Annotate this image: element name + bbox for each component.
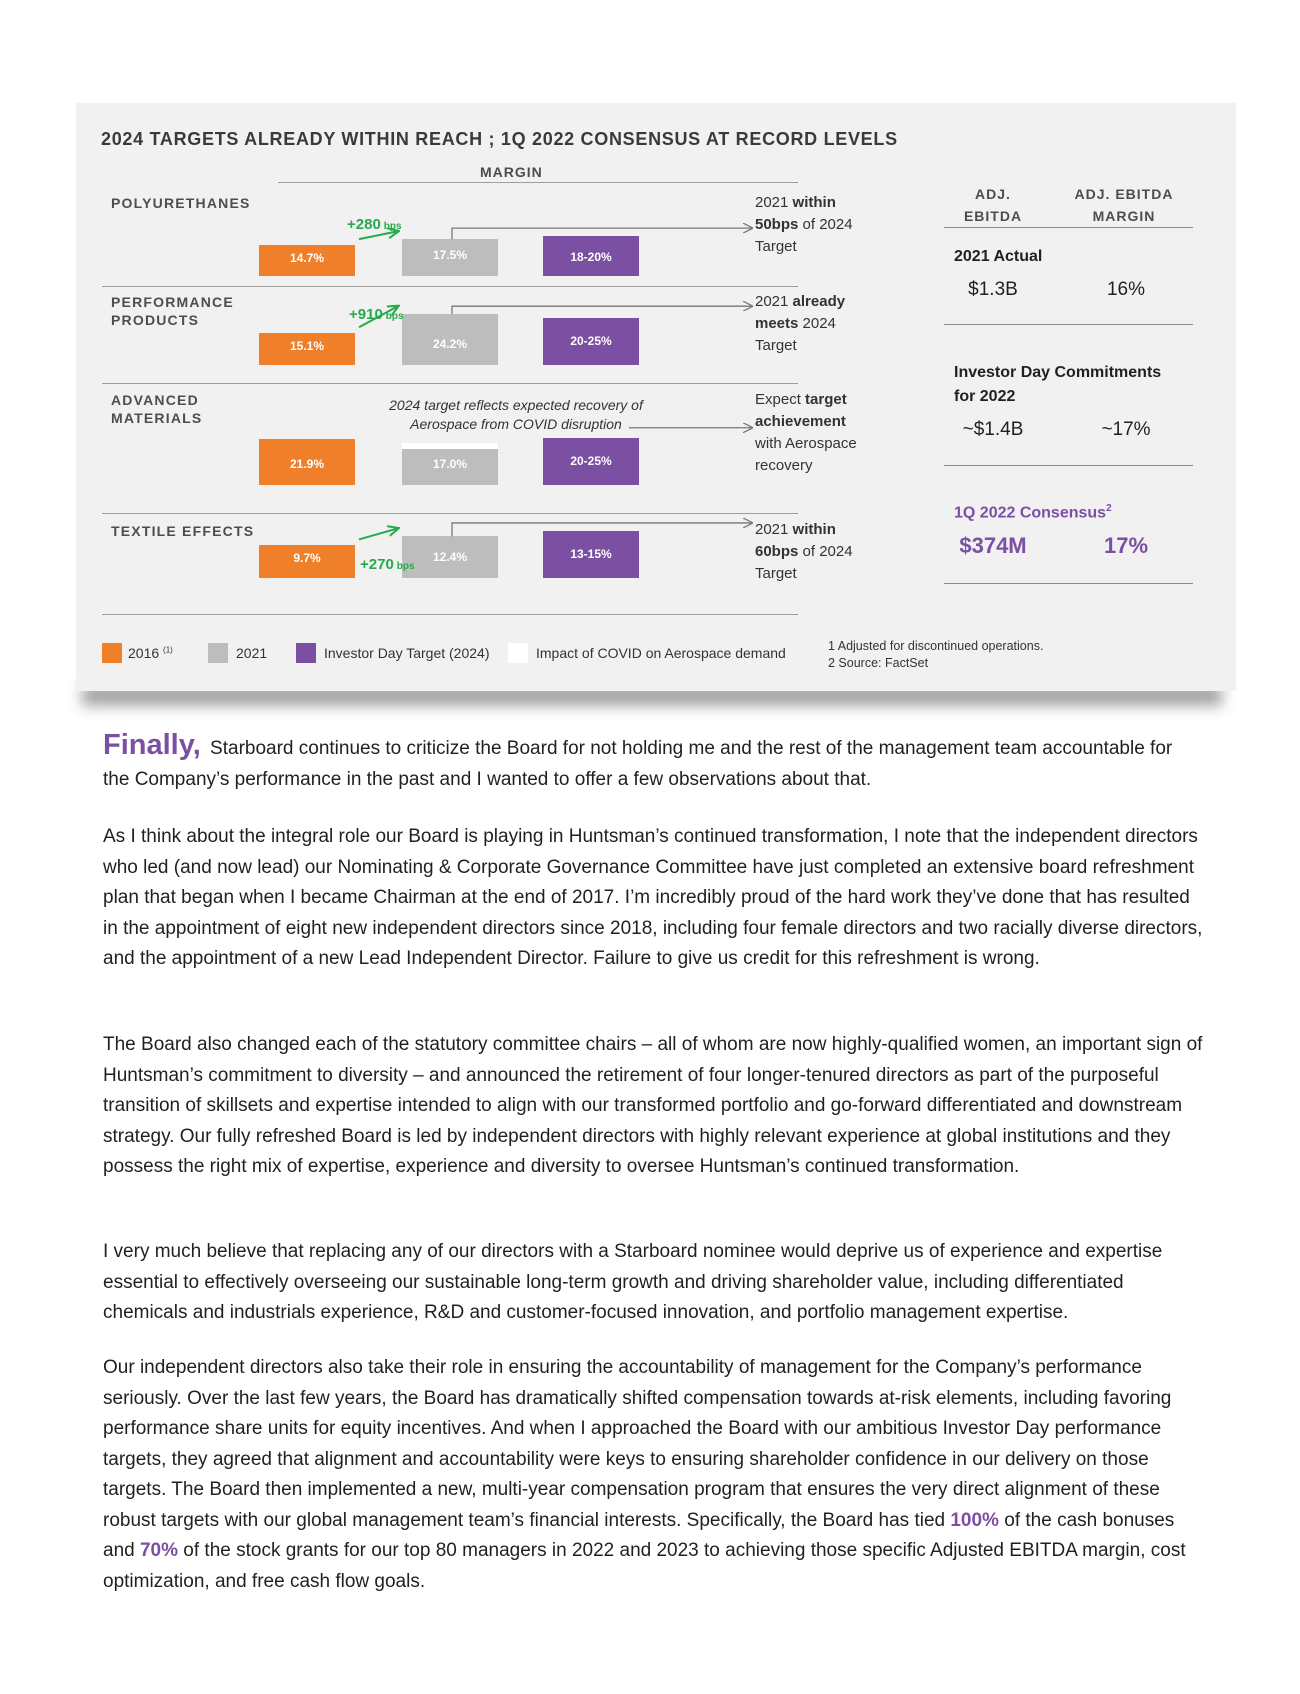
value-2021-ebitda: $1.3B [968, 279, 1018, 300]
delta-label-polyurethanes: +280 bps [347, 216, 402, 233]
legend-swatch-target [296, 643, 316, 663]
highlight-70-percent: 70% [139, 1540, 179, 1561]
delta-label-performance-products: +910 bps [349, 306, 404, 323]
footnote-1: 1 Adjusted for discontinued operations. [828, 639, 1044, 653]
connector-arrow-polyurethanes [452, 228, 752, 239]
segment-label-textile-effects: TEXTILE EFFECTS [111, 523, 255, 539]
segment-label-performance-products: PERFORMANCE PRODUCTS [111, 294, 234, 328]
value-2021-margin: 16% [1106, 279, 1146, 300]
legend-label-2021: 2021 [236, 645, 268, 661]
legend-label-covid: Impact of COVID on Aerospace demand [536, 645, 786, 661]
legend-swatch-2021 [208, 643, 228, 663]
table-header-adj-ebitda: ADJ. EBITDA [963, 186, 1023, 224]
note-polyurethanes: 2021 within 50bps of 2024 Target [755, 194, 853, 255]
table-rule [944, 465, 1193, 466]
bar-value-label: 17.5% [432, 248, 468, 262]
bar-value-label: 21.9% [289, 456, 325, 471]
bar-value-label: 13-15% [570, 547, 612, 562]
value-2022-margin: ~17% [1101, 419, 1151, 440]
chart-card [76, 103, 1236, 691]
bar-value-label: 20-25% [570, 334, 612, 349]
note-performance-products: 2021 already meets 2024 Target [755, 293, 846, 354]
delta-arrow-textile-effects [359, 528, 398, 539]
table-rule [944, 324, 1193, 325]
segment-label-polyurethanes: POLYURETHANES [111, 195, 251, 211]
row-label-2021-actual: 2021 Actual [954, 248, 1043, 265]
legend-label-target: Investor Day Target (2024) [324, 645, 490, 661]
paragraph-2: As I think about the integral role our Board is playing in Huntsman’s continued transformation, I note that the independent directors who led (and now lead) our Nominating & Corporate Governance Committee have just completed an extensive board refreshment plan that began when I became Chairman at the end of 2017. I’m incredibly proud of the hard work they’ve done that has resulted in the appointment of eight new independent directors since 2018, including four female directors and two racially diverse directors, and the appointment of a new Lead Independent Director. Failure to give us credit for this refreshment is wrong. [103, 826, 1203, 969]
bar-value-label: 20-25% [570, 454, 612, 469]
margin-header: MARGIN [480, 164, 543, 180]
connector-arrow-performance-products [452, 306, 752, 314]
bar-value-label: 15.1% [289, 339, 325, 354]
bar-value-label: 12.4% [432, 549, 468, 564]
legend-label-2016: 2016 $^{(1)}$ [128, 645, 173, 661]
bar-value-label: 17.0% [432, 456, 468, 471]
bar-value-label: 18-20% [570, 250, 612, 265]
footnote-2: 2 Source: FactSet [828, 656, 929, 670]
bar-value-label: 14.7% [289, 251, 325, 266]
bar-value-label: 9.7% [293, 551, 321, 566]
note-advanced-materials: Expect target achievement with Aerospace recovery [755, 391, 857, 474]
row-label-investor-day: Investor Day Commitments for 2022 [954, 364, 1162, 405]
paragraph-1: Finally, Starboard continues to criticize the Board for not holding me and the rest of the management team accountable for the Company’s performance in the past and I wanted to offer a few observations about that. [103, 729, 1173, 790]
lead-word: Finally, [103, 729, 201, 761]
connector-arrow-textile-effects [452, 523, 752, 536]
covid-note: 2024 target reflects expected recovery of Aerospace from COVID disruption [389, 397, 643, 432]
value-2022-ebitda: ~$1.4B [962, 419, 1024, 440]
paragraph-4: I very much believe that replacing any of our directors with a Starboard nominee would deprive us of experience and expertise essential to effectively overseeing our sustainable long-term growth and driving shareholder value, including differentiated chemicals and industrials experience, R&D and customer-focused innovation, and portfolio management expertise. [103, 1241, 1163, 1323]
note-textile-effects: 2021 within 60bps of 2024 Target [755, 521, 853, 582]
segment-label-advanced-materials: ADVANCED MATERIALS [111, 392, 203, 426]
delta-label-textile-effects: +270 bps [360, 556, 415, 573]
table-rule [944, 583, 1193, 584]
consensus-label: 1Q 2022 Consensus$^2$ [954, 503, 1112, 522]
consensus-ebitda: $374M [959, 533, 1027, 558]
paragraph-5: Our independent directors also take their role in ensuring the accountability of management for the Company’s performance seriously. Over the last few years, the Board has dramatically shifted compensation towards at-risk elements, including favoring performance share units for equity incentives. And when I approached the Board with our ambitious Investor Day performance targets, they agreed that alignment and accountability were keys to ensuring shareholder confidence in our delivery on those targets. The Board then implemented a new, multi-year compensation program that ensures the very direct alignment of these robust targets with our global management team’s financial interests. Specifically, the Board has tied 100% of the cash bonuses and 70% of the stock grants for our top 80 managers in 2022 and 2023 to achieving those specific Adjusted EBITDA margin, cost optimization, and free cash flow goals. [103, 1357, 1186, 1592]
highlight-100-percent: 100% [950, 1509, 999, 1531]
consensus-margin: 17% [1103, 533, 1149, 558]
table-rule [944, 227, 1193, 228]
bar-value-label: 24.2% [432, 336, 468, 351]
legend-swatch-covid [508, 643, 528, 663]
legend-swatch-2016 [102, 643, 122, 663]
chart-title: 2024 TARGETS ALREADY WITHIN REACH ; 1Q 2022 CONSENSUS AT RECORD LEVELS [101, 129, 898, 149]
paragraph-3: The Board also changed each of the statutory committee chairs – all of whom are now highly-qualified women, an important sign of Huntsman’s commitment to diversity – and announced the retirement of four longer-tenured directors as part of the purposeful transition of skillsets and expertise intended to align with our transformed portfolio and go-forward differentiated and downstream strategy. Our fully refreshed Board is led by independent directors with highly relevant experience at global institutions and they possess the right mix of expertise, experience and diversity to oversee Huntsman’s continued transformation. [103, 1034, 1203, 1177]
table-header-adj-ebitda-margin: ADJ. EBITDA MARGIN [1074, 186, 1174, 224]
